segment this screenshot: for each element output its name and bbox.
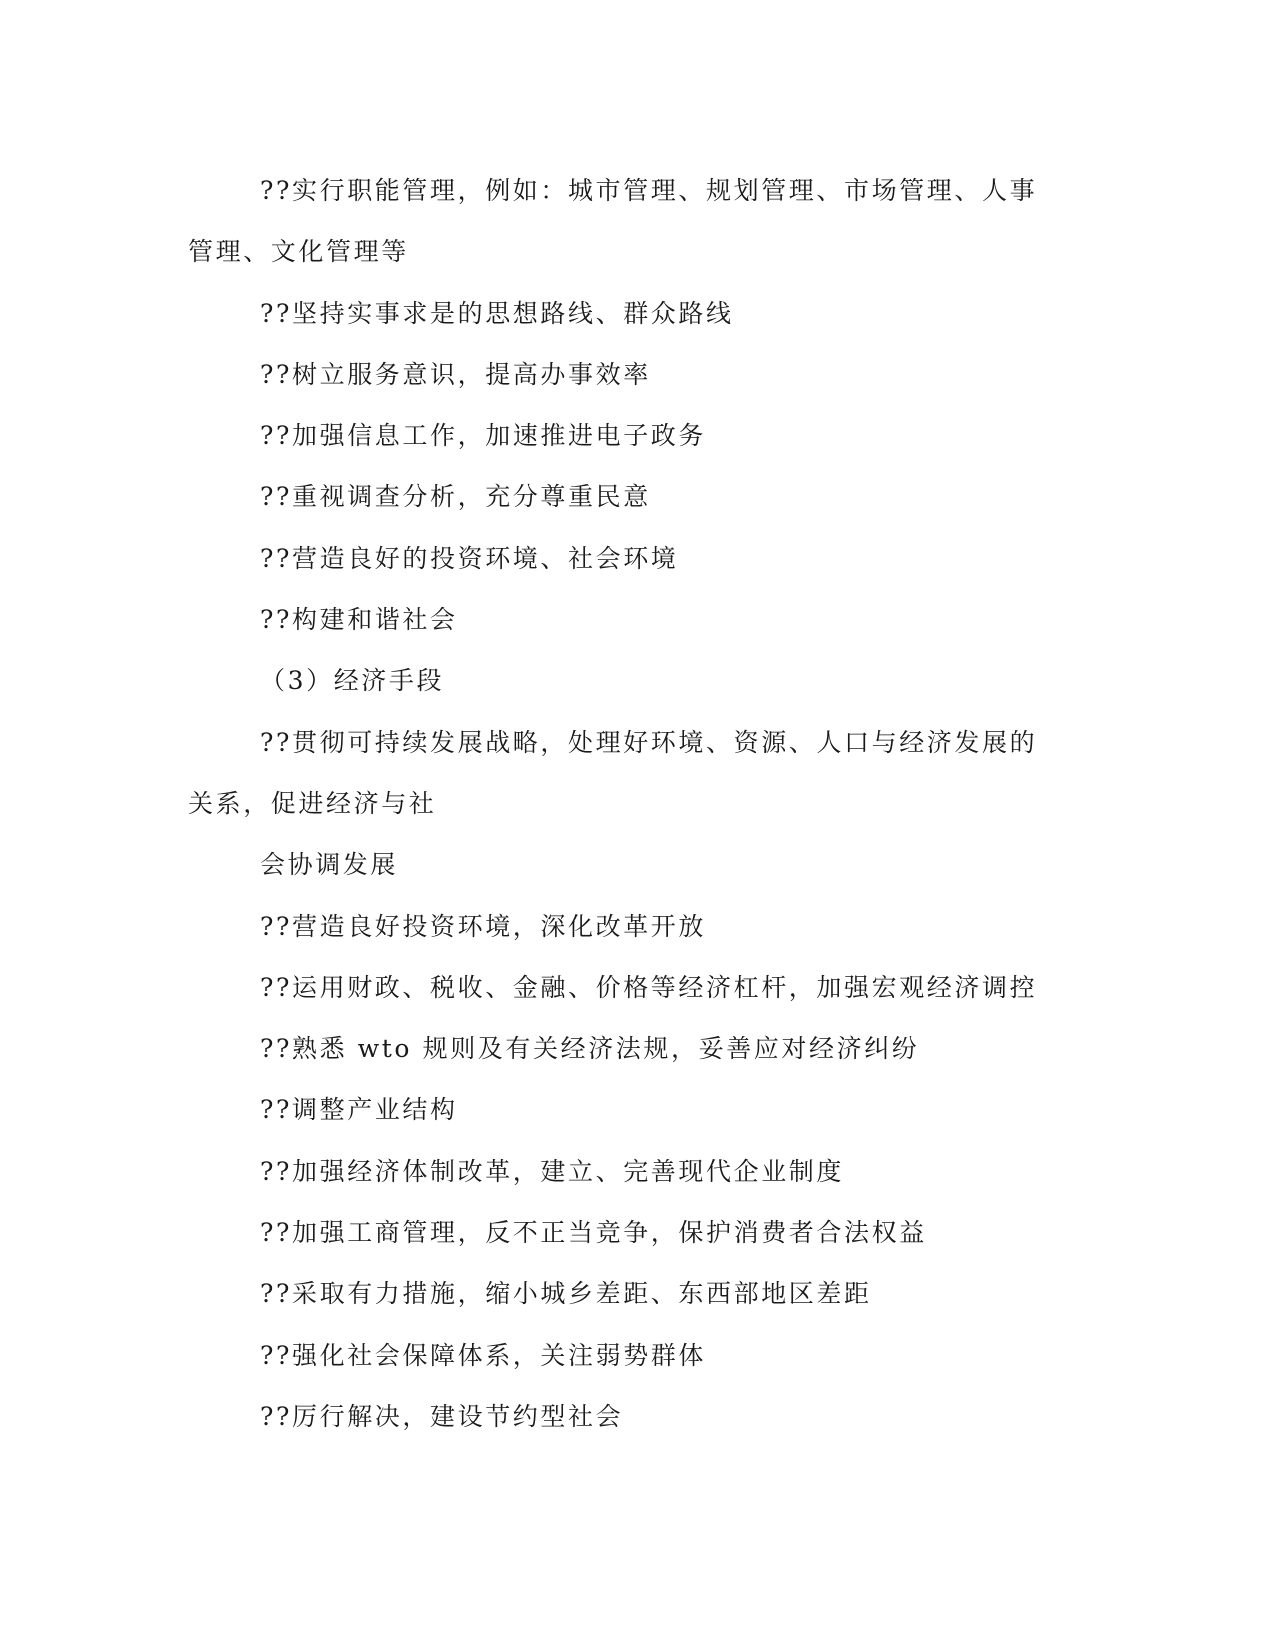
paragraph-line: ??调整产业结构: [260, 1095, 458, 1125]
paragraph-line: ??加强工商管理，反不正当竞争，保护消费者合法权益: [260, 1218, 927, 1248]
paragraph-line: 管理、文化管理等: [188, 237, 409, 267]
paragraph-line: ??厉行解决，建设节约型社会: [260, 1401, 624, 1431]
document-body: [188, 160, 1068, 1447]
paragraph-line: ??加强经济体制改革，建立、完善现代企业制度: [260, 1156, 845, 1186]
paragraph-line: ??运用财政、税收、金融、价格等经济杠杆，加强宏观经济调控: [260, 972, 1038, 1002]
paragraph-line: ??构建和谐社会: [260, 605, 458, 635]
paragraph-line: ??强化社会保障体系，关注弱势群体: [260, 1340, 707, 1370]
paragraph-line: ??营造良好的投资环境、社会环境: [260, 543, 679, 573]
paragraph-line: 会协调发展: [260, 850, 399, 880]
paragraph-line: ??树立服务意识，提高办事效率: [260, 359, 651, 389]
section-heading: （3）经济手段: [260, 666, 445, 696]
paragraph-line: ??加强信息工作，加速推进电子政务: [260, 421, 707, 451]
paragraph-line: ??坚持实事求是的思想路线、群众路线: [260, 298, 734, 328]
paragraph-line: ??营造良好投资环境，深化改革开放: [260, 911, 707, 941]
paragraph-line: ??重视调查分析，充分尊重民意: [260, 482, 651, 512]
paragraph-line: 关系，促进经济与社: [188, 788, 437, 818]
paragraph-line: ??实行职能管理，例如：城市管理、规划管理、市场管理、人事: [260, 176, 1038, 205]
paragraph-line: ??贯彻可持续发展战略，处理好环境、资源、人口与经济发展的: [260, 727, 1038, 757]
paragraph-line: ??采取有力措施，缩小城乡差距、东西部地区差距: [260, 1279, 872, 1309]
paragraph-line: ??熟悉 wto 规则及有关经济法规，妥善应对经济纠纷: [260, 1034, 920, 1064]
